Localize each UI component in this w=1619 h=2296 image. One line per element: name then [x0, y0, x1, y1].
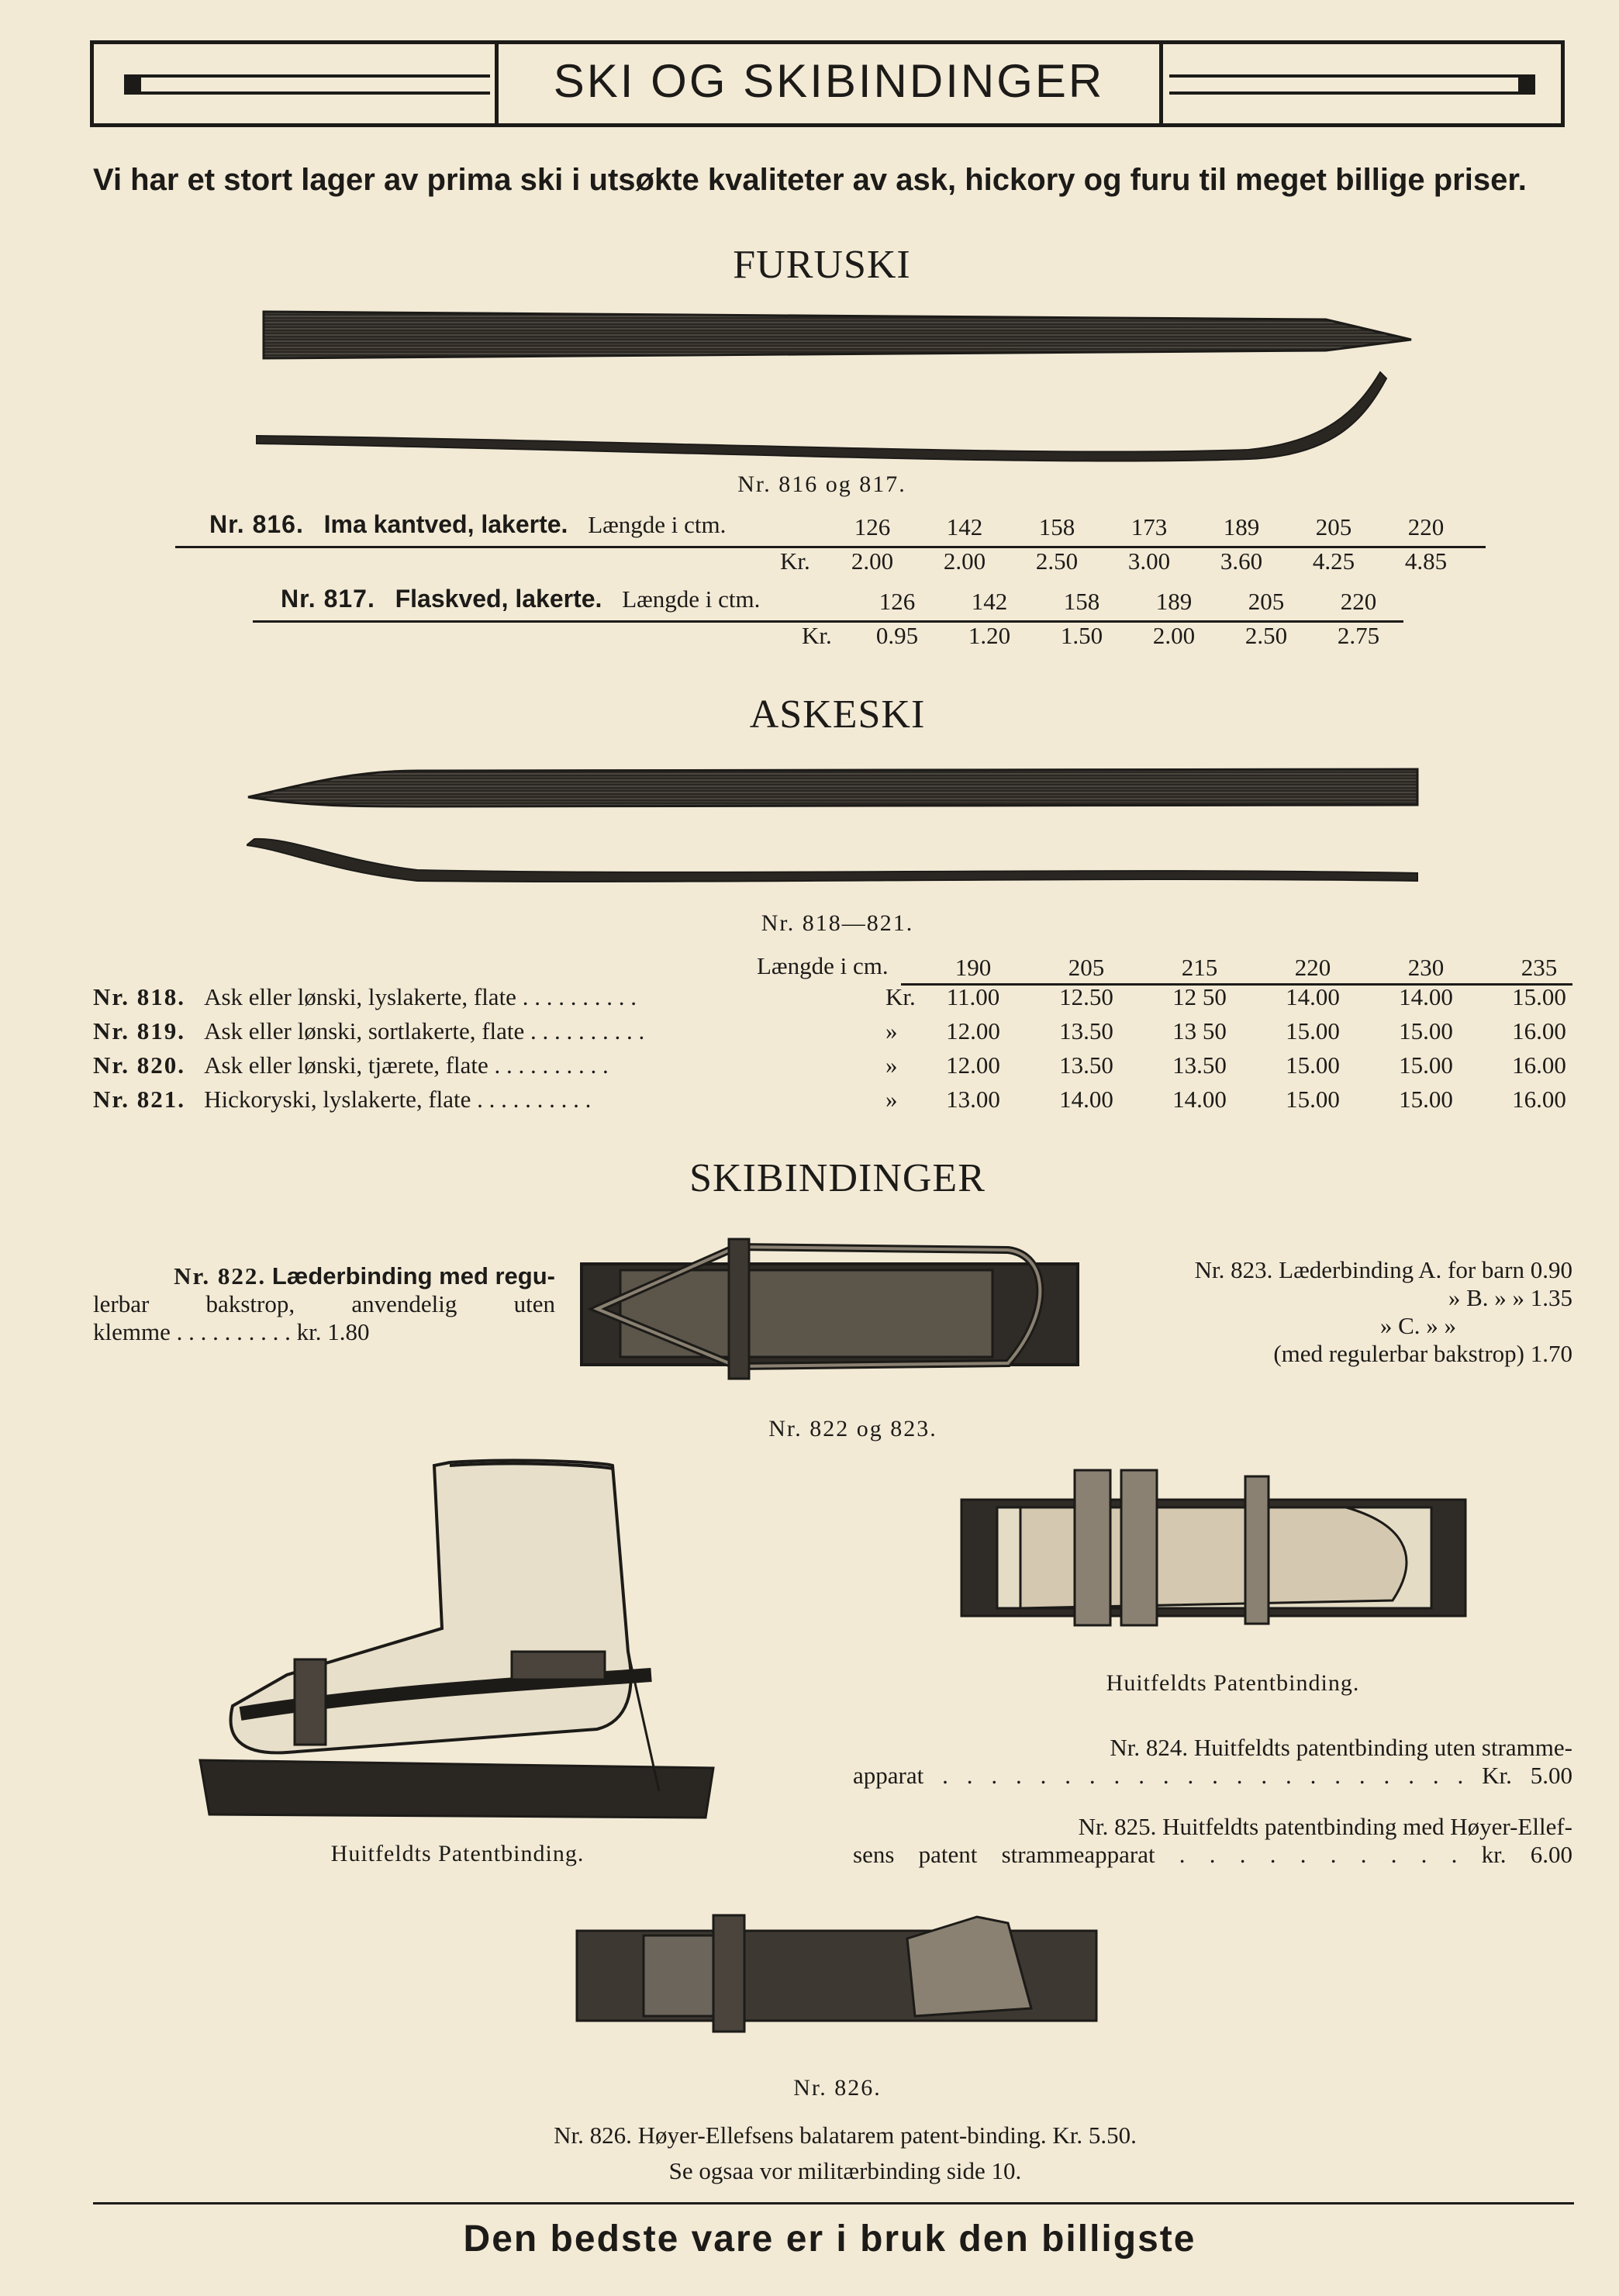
row-817-label: [281, 585, 760, 613]
askeski-price: 12.00: [946, 1017, 1000, 1044]
row-816-lengths: [830, 513, 1528, 541]
row-817-length-4: 205: [1248, 588, 1285, 615]
askeski-top-view: [248, 769, 1417, 806]
askeski-row-nr: Nr. 819.: [93, 1017, 186, 1044]
intro-text: Vi har et stort lager av prima ski i utsøkte kvaliteter av ask, hickory og furu til meget billige priser.: [93, 163, 1527, 197]
askeski-length-5: 235: [1521, 954, 1558, 981]
row-816-label: [209, 510, 726, 539]
section-title-askeski: ASKESKI: [749, 692, 926, 737]
nr826-text: [233, 2122, 1458, 2185]
nr823-line2: » B. » » 1.35: [1448, 1284, 1572, 1311]
section-title-skibindinger: SKIBINDINGER: [689, 1156, 986, 1200]
huitfeldt-binding-illustration: [958, 1461, 1470, 1647]
askeski-row-desc: Ask eller lønski, sortlakerte, flate: [204, 1017, 525, 1044]
askeski-price: 11.00: [946, 983, 1000, 1010]
row-816-length-3: 173: [1131, 513, 1168, 540]
askeski-price: 16.00: [1512, 1051, 1566, 1079]
askeski-length-0: 190: [954, 954, 992, 981]
header-rule-right: [1169, 74, 1535, 95]
askeski-row-desc: Hickoryski, lyslakerte, flate: [204, 1086, 471, 1113]
askeski-price: 15.00: [1286, 1017, 1340, 1044]
caption-826: Nr. 826.: [793, 2075, 882, 2101]
caption-816-817: Nr. 816 og 817.: [737, 471, 906, 497]
caption-boot: Huitfeldts Patentbinding.: [330, 1841, 585, 1866]
row-817-nr: Nr. 817.: [281, 585, 375, 613]
row-816-price-label: Kr.: [780, 547, 810, 575]
nr823-line4: (med regulerbar bakstrop) 1.70: [1273, 1340, 1572, 1367]
row-817-length-3: 189: [1155, 588, 1193, 615]
furuski-illustration: [256, 302, 1419, 465]
row-816-length-6: 220: [1407, 513, 1445, 540]
askeski-price: 13.50: [1172, 1051, 1227, 1079]
row-816-length-4: 189: [1223, 513, 1260, 540]
askeski-row-leader: . . . . . . . . . .: [516, 983, 637, 1010]
askeski-price: 15.00: [1286, 1051, 1340, 1079]
nr822-text: [93, 1262, 555, 1346]
row-816-price-2: 2.50: [1035, 547, 1079, 575]
askeski-price: 13.50: [1059, 1051, 1113, 1079]
nr824-line1: Nr. 824. Huitfeldts patentbinding uten stramme-: [1110, 1734, 1572, 1761]
row-816-price-0: 2.00: [851, 547, 894, 575]
row-817-length-0: 126: [879, 588, 916, 615]
askeski-row: [93, 1051, 915, 1079]
askeski-price: 15.00: [1399, 1017, 1453, 1044]
askeski-row-leader: . . . . . . . . . .: [471, 1086, 592, 1113]
askeski-length-1: 205: [1068, 954, 1105, 981]
caption-huitfeldt-binding: Huitfeldts Patentbinding.: [1106, 1670, 1360, 1696]
askeski-row-prices: [930, 1086, 1613, 1113]
askeski-price: 14.00: [1399, 983, 1453, 1010]
askeski-price: 13.00: [946, 1086, 1000, 1113]
nr823-line1: Nr. 823. Læderbinding A. for barn 0.90: [1194, 1256, 1572, 1283]
header-rule-left: [124, 74, 490, 95]
askeski-price: 13 50: [1172, 1017, 1227, 1044]
row-816-nr: Nr. 816.: [209, 510, 304, 538]
askeski-price: 15.00: [1286, 1086, 1340, 1113]
footer-rule: [93, 2202, 1574, 2205]
nr822-line2: lerbar bakstrop, anvendelig uten: [93, 1290, 555, 1317]
askeski-price: 16.00: [1512, 1017, 1566, 1044]
row-816-desc: Ima kantved, lakerte.: [323, 510, 568, 538]
askeski-row-leader: . . . . . . . . . .: [524, 1017, 645, 1044]
nr823-line3: » C. » »: [1379, 1312, 1456, 1339]
askeski-price: 14.00: [1286, 983, 1340, 1010]
row-816-length-1: 142: [946, 513, 983, 540]
row-816-length-0: 126: [854, 513, 891, 540]
row-817-price-5: 2.75: [1337, 622, 1380, 649]
askeski-row-nr: Nr. 818.: [93, 983, 186, 1010]
row-817-prices: [854, 622, 1475, 650]
askeski-price: 12.50: [1059, 983, 1113, 1010]
askeski-price: 14.00: [1172, 1086, 1227, 1113]
askeski-row: [93, 1086, 915, 1113]
row-817-price-0: 0.95: [875, 622, 919, 649]
askeski-row-nr: Nr. 820.: [93, 1051, 186, 1079]
row-817-length-1: 142: [971, 588, 1008, 615]
nr826-line2: Se ogsaa vor militærbinding side 10.: [668, 2157, 1022, 2184]
nr823-text: [1098, 1256, 1572, 1368]
row-817-length-label: Længde i ctm.: [622, 585, 761, 613]
row-816-price-1: 2.00: [943, 547, 986, 575]
header-rule-knob-left: [124, 76, 141, 93]
nr822-nr: Nr. 822.: [174, 1262, 267, 1290]
row-817-price-3: 2.00: [1152, 622, 1196, 649]
row-817-price-4: 2.50: [1244, 622, 1288, 649]
askeski-price: 16.00: [1512, 1086, 1566, 1113]
ski-side-view: [256, 372, 1386, 461]
boot-binding-illustration: [194, 1458, 721, 1830]
askeski-row: [93, 1017, 915, 1045]
askeski-illustration: [247, 760, 1425, 884]
row-816-length-5: 205: [1315, 513, 1352, 540]
binding-822-823-illustration: [574, 1224, 1086, 1394]
ski-top-view: [264, 312, 1411, 358]
askeski-row-prices: [930, 1017, 1613, 1045]
row-816-price-4: 3.60: [1220, 547, 1263, 575]
nr825-line2: sens patent strammeapparat . . . . . . . . . . kr. 6.00: [853, 1841, 1572, 1868]
askeski-row-unit: »: [885, 1086, 898, 1113]
askeski-row: [93, 983, 915, 1011]
askeski-price: 12 50: [1172, 983, 1227, 1010]
nr825-text: [853, 1813, 1572, 1869]
page-title: SKI OG SKIBINDINGER: [553, 55, 1105, 107]
row-816-prices: [830, 547, 1528, 575]
askeski-length-label: Længde i cm.: [757, 952, 889, 979]
row-817-price-1: 1.20: [968, 622, 1011, 649]
askeski-row-prices: [930, 1051, 1613, 1079]
askeski-row-leader: . . . . . . . . . .: [488, 1051, 609, 1079]
askeski-row-unit: »: [885, 1051, 898, 1079]
askeski-price: 14.00: [1059, 1086, 1113, 1113]
askeski-price: 12.00: [946, 1051, 1000, 1079]
row-817-price-label: Kr.: [802, 622, 832, 649]
nr824-text: [853, 1734, 1572, 1790]
askeski-length-2: 215: [1181, 954, 1218, 981]
row-817-price-2: 1.50: [1060, 622, 1103, 649]
binding-826-illustration: [574, 1908, 1101, 2039]
askeski-price: 15.00: [1512, 983, 1566, 1010]
askeski-row-prices: [930, 983, 1613, 1011]
section-title-furuski: FURUSKI: [733, 243, 911, 287]
header-rule-knob-right: [1518, 76, 1535, 93]
row-817-length-2: 158: [1063, 588, 1100, 615]
row-816-length-2: 158: [1038, 513, 1075, 540]
askeski-row-unit: »: [885, 1017, 898, 1044]
askeski-length-4: 230: [1407, 954, 1445, 981]
askeski-row-nr: Nr. 821.: [93, 1086, 186, 1113]
row-816-price-3: 3.00: [1127, 547, 1171, 575]
askeski-price: 15.00: [1399, 1086, 1453, 1113]
askeski-lengths: [930, 954, 1613, 982]
row-817-lengths: [854, 588, 1475, 616]
askeski-price: 13.50: [1059, 1017, 1113, 1044]
caption-818-821: Nr. 818—821.: [761, 910, 914, 936]
row-816-price-5: 4.25: [1312, 547, 1355, 575]
askeski-length-3: 220: [1294, 954, 1331, 981]
nr822-line3: klemme . . . . . . . . . . kr. 1.80: [93, 1318, 370, 1345]
row-816-length-label: Længde i ctm.: [588, 511, 727, 538]
askeski-row-unit: Kr.: [885, 983, 916, 1010]
askeski-price: 15.00: [1399, 1051, 1453, 1079]
nr822-line1: Læderbinding med regu-: [271, 1262, 555, 1290]
nr826-line1: Nr. 826. Høyer-Ellefsens balatarem patent-binding. Kr. 5.50.: [554, 2122, 1137, 2149]
row-817-length-5: 220: [1340, 588, 1377, 615]
askeski-side-view: [247, 839, 1417, 882]
askeski-row-desc: Ask eller lønski, lyslakerte, flate: [204, 983, 516, 1010]
askeski-row-desc: Ask eller lønski, tjærete, flate: [204, 1051, 488, 1079]
nr824-line2: apparat . . . . . . . . . . . . . . . . . . . . . . Kr. 5.00: [853, 1762, 1572, 1789]
nr825-line1: Nr. 825. Huitfeldts patentbinding med Høyer-Ellef-: [1078, 1813, 1572, 1840]
row-817-desc: Flaskved, lakerte.: [395, 585, 602, 613]
footer-slogan: Den bedste vare er i bruk den billigste: [463, 2218, 1196, 2260]
row-816-price-6: 4.85: [1404, 547, 1448, 575]
caption-822-823: Nr. 822 og 823.: [768, 1416, 937, 1441]
